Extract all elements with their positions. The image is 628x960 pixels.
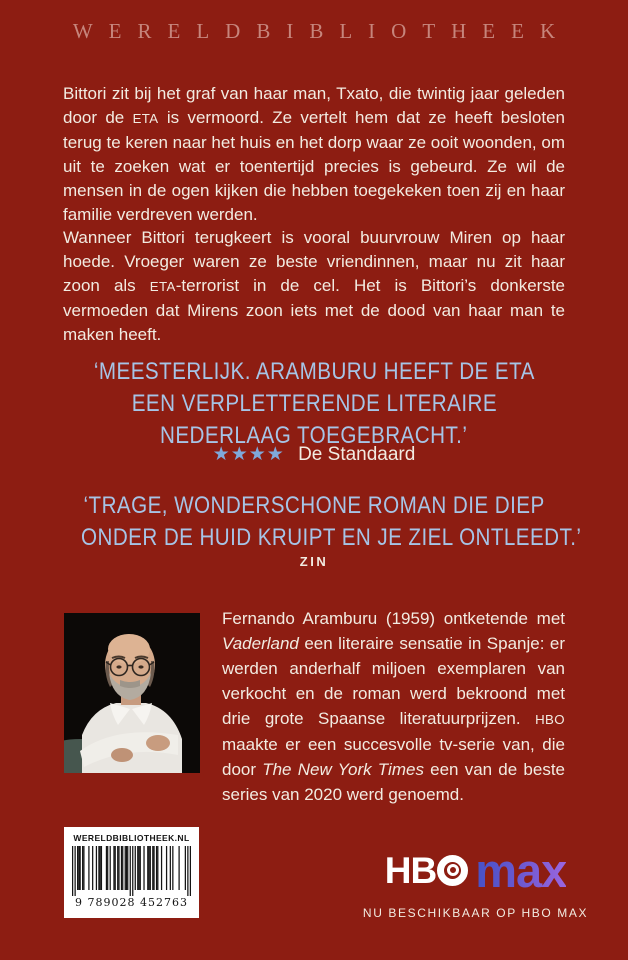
hbo-o-icon [437, 855, 468, 886]
hbo-max-logo [353, 845, 598, 895]
review-quote-1: ‘MEESTERLIJK. ARAMBURU HEEFT DE ETA EEN VERPLETTERENDE LITERAIRE NEDERLAAG TOEGEBRACHT.’ [93, 358, 535, 449]
hbo-wordmark: HB [384, 849, 437, 891]
promo-caption: NU BESCHIKBAAR OP HBO MAX [362, 906, 589, 920]
star-rating-icon: ★★★★ [212, 444, 285, 465]
hbo-max-promo [353, 845, 598, 920]
barcode-panel [64, 827, 199, 918]
barcode-bars-icon [72, 846, 191, 896]
review-attribution-1 [0, 444, 628, 466]
author-portrait-illustration [64, 613, 200, 773]
isbn-number: 9 789028 452763 [75, 896, 188, 909]
publisher-name: WERELDBIBLIOTHEEK [72, 19, 572, 43]
hbo-o-inner-ring-icon [447, 864, 459, 876]
max-wordmark: max [470, 847, 566, 894]
author-photo [64, 613, 200, 773]
author-bio: Fernando Aramburu (1959) ontketende met Vaderland een literaire sensatie in Spanje: er werden anderhalf miljoen exemplaren van verkocht en de roman werd bekroond met drie grote Spaanse literatuurprijzen. HBO maakte er een succesvolle tv-serie van, die door The New York Times een van de beste series van 2020 werd genoemd. [222, 609, 565, 804]
review-source-2: ZIN [299, 554, 329, 569]
review-source-1: De Standaard [298, 444, 416, 465]
synopsis-paragraph-2: Wanneer Bittori terugkeert is vooral buurvrouw Miren op haar hoede. Vroeger waren ze beste vriendinnen, maar nu zit haar zoon als ETA-terrorist in de cel. Het is Bittori’s donkerste vermoeden dat Mirens zoon iets met de dood van haar man te maken heeft. [63, 228, 566, 344]
publisher-website: WERELDBIBLIOTHEEK.NL [73, 833, 190, 843]
synopsis-paragraph-1: Bittori zit bij het graf van haar man, Txato, die twintig jaar geleden door de ETA is vermoord. Ze vertelt hem dat ze heeft besloten terug te keren naar het huis en het dorp waar ze ooit woonden, om uit te zoeken wat er toentertijd precies is gebeurd. Ze wil de mensen in de ogen kijken die hebben toegekeken toen zij en haar familie verdreven werden. [63, 84, 565, 224]
review-quote-2: ‘TRAGE, WONDERSCHONE ROMAN DIE DIEP ONDER DE HUID KRUIPT EN JE ZIEL ONTLEEDT.’ [81, 492, 582, 551]
